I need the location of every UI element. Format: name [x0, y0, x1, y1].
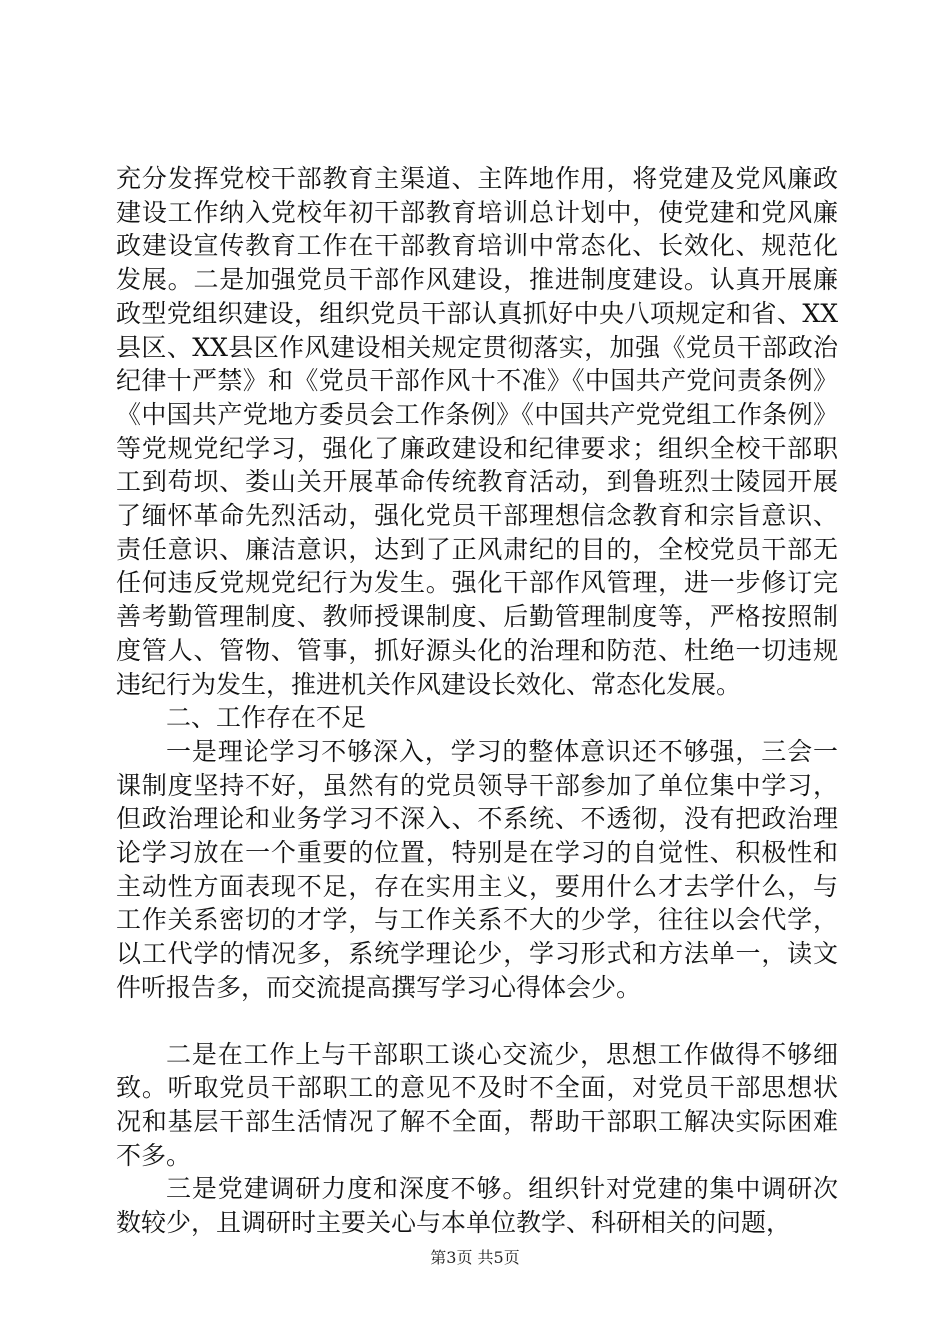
page-number-footer: 第3页 共5页 [430, 1248, 520, 1267]
paragraph-point-two: 二是在工作上与干部职工谈心交流少，思想工作做得不够细致。听取党员干部职工的意见不及时不全面，对党员干部思想状况和基层干部生活情况了解不全面，帮助干部职工解决实际困难不多。 [116, 1039, 838, 1170]
paragraph-point-three: 三是党建调研力度和深度不够。组织针对党建的集中调研次数较少，且调研时主要关心与本单位教学、科研相关的问题， [116, 1174, 838, 1238]
paragraph-continuation: 充分发挥党校干部教育主渠道、主阵地作用，将党建及党风廉政建设工作纳入党校年初干部教育培训总计划中，使党建和党风廉政建设宣传教育工作在干部教育培训中常态化、长效化、规范化发展。二是加强党员干部作风建设，推进制度建设。认真开展廉政型党组织建设，组织党员干部认真抓好中央八项规定和省、XX县区、XX县区作风建设相关规定贯彻落实，加强《党员干部政治纪律十严禁》和《党员干部作风十不准》《中国共产党问责条例》《中国共产党地方委员会工作条例》《中国共产党党组工作条例》等党规党纪学习，强化了廉政建设和纪律要求；组织全校干部职工到苟坝、娄山关开展革命传统教育活动，到鲁班烈士陵园开展了缅怀革命先烈活动，强化党员干部理想信念教育和宗旨意识、责任意识、廉洁意识，达到了正风肃纪的目的，全校党员干部无任何违反党规党纪行为发生。强化干部作风管理，进一步修订完善考勤管理制度、教师授课制度、后勤管理制度等，严格按照制度管人、管物、管事，抓好源头化的治理和防范、杜绝一切违规违纪行为发生，推进机关作风建设长效化、常态化发展。 [116, 164, 838, 699]
paragraph-point-one: 一是理论学习不够深入，学习的整体意识还不够强，三会一课制度坚持不好，虽然有的党员领导干部参加了单位集中学习，但政治理论和业务学习不深入、不系统、不透彻，没有把政治理论学习放在一个重要的位置，特别是在学习的自觉性、积极性和主动性方面表现不足，存在实用主义，要用什么才去学什么，与工作关系密切的才学，与工作关系不大的少学，往往以会代学，以工代学的情况多，系统学理论少，学习形式和方法单一，读文件听报告多，而交流提高撰写学习心得体会少。 [116, 736, 838, 1002]
document-body [116, 162, 838, 1240]
section-heading-shortcomings: 二、工作存在不足 [166, 703, 367, 733]
